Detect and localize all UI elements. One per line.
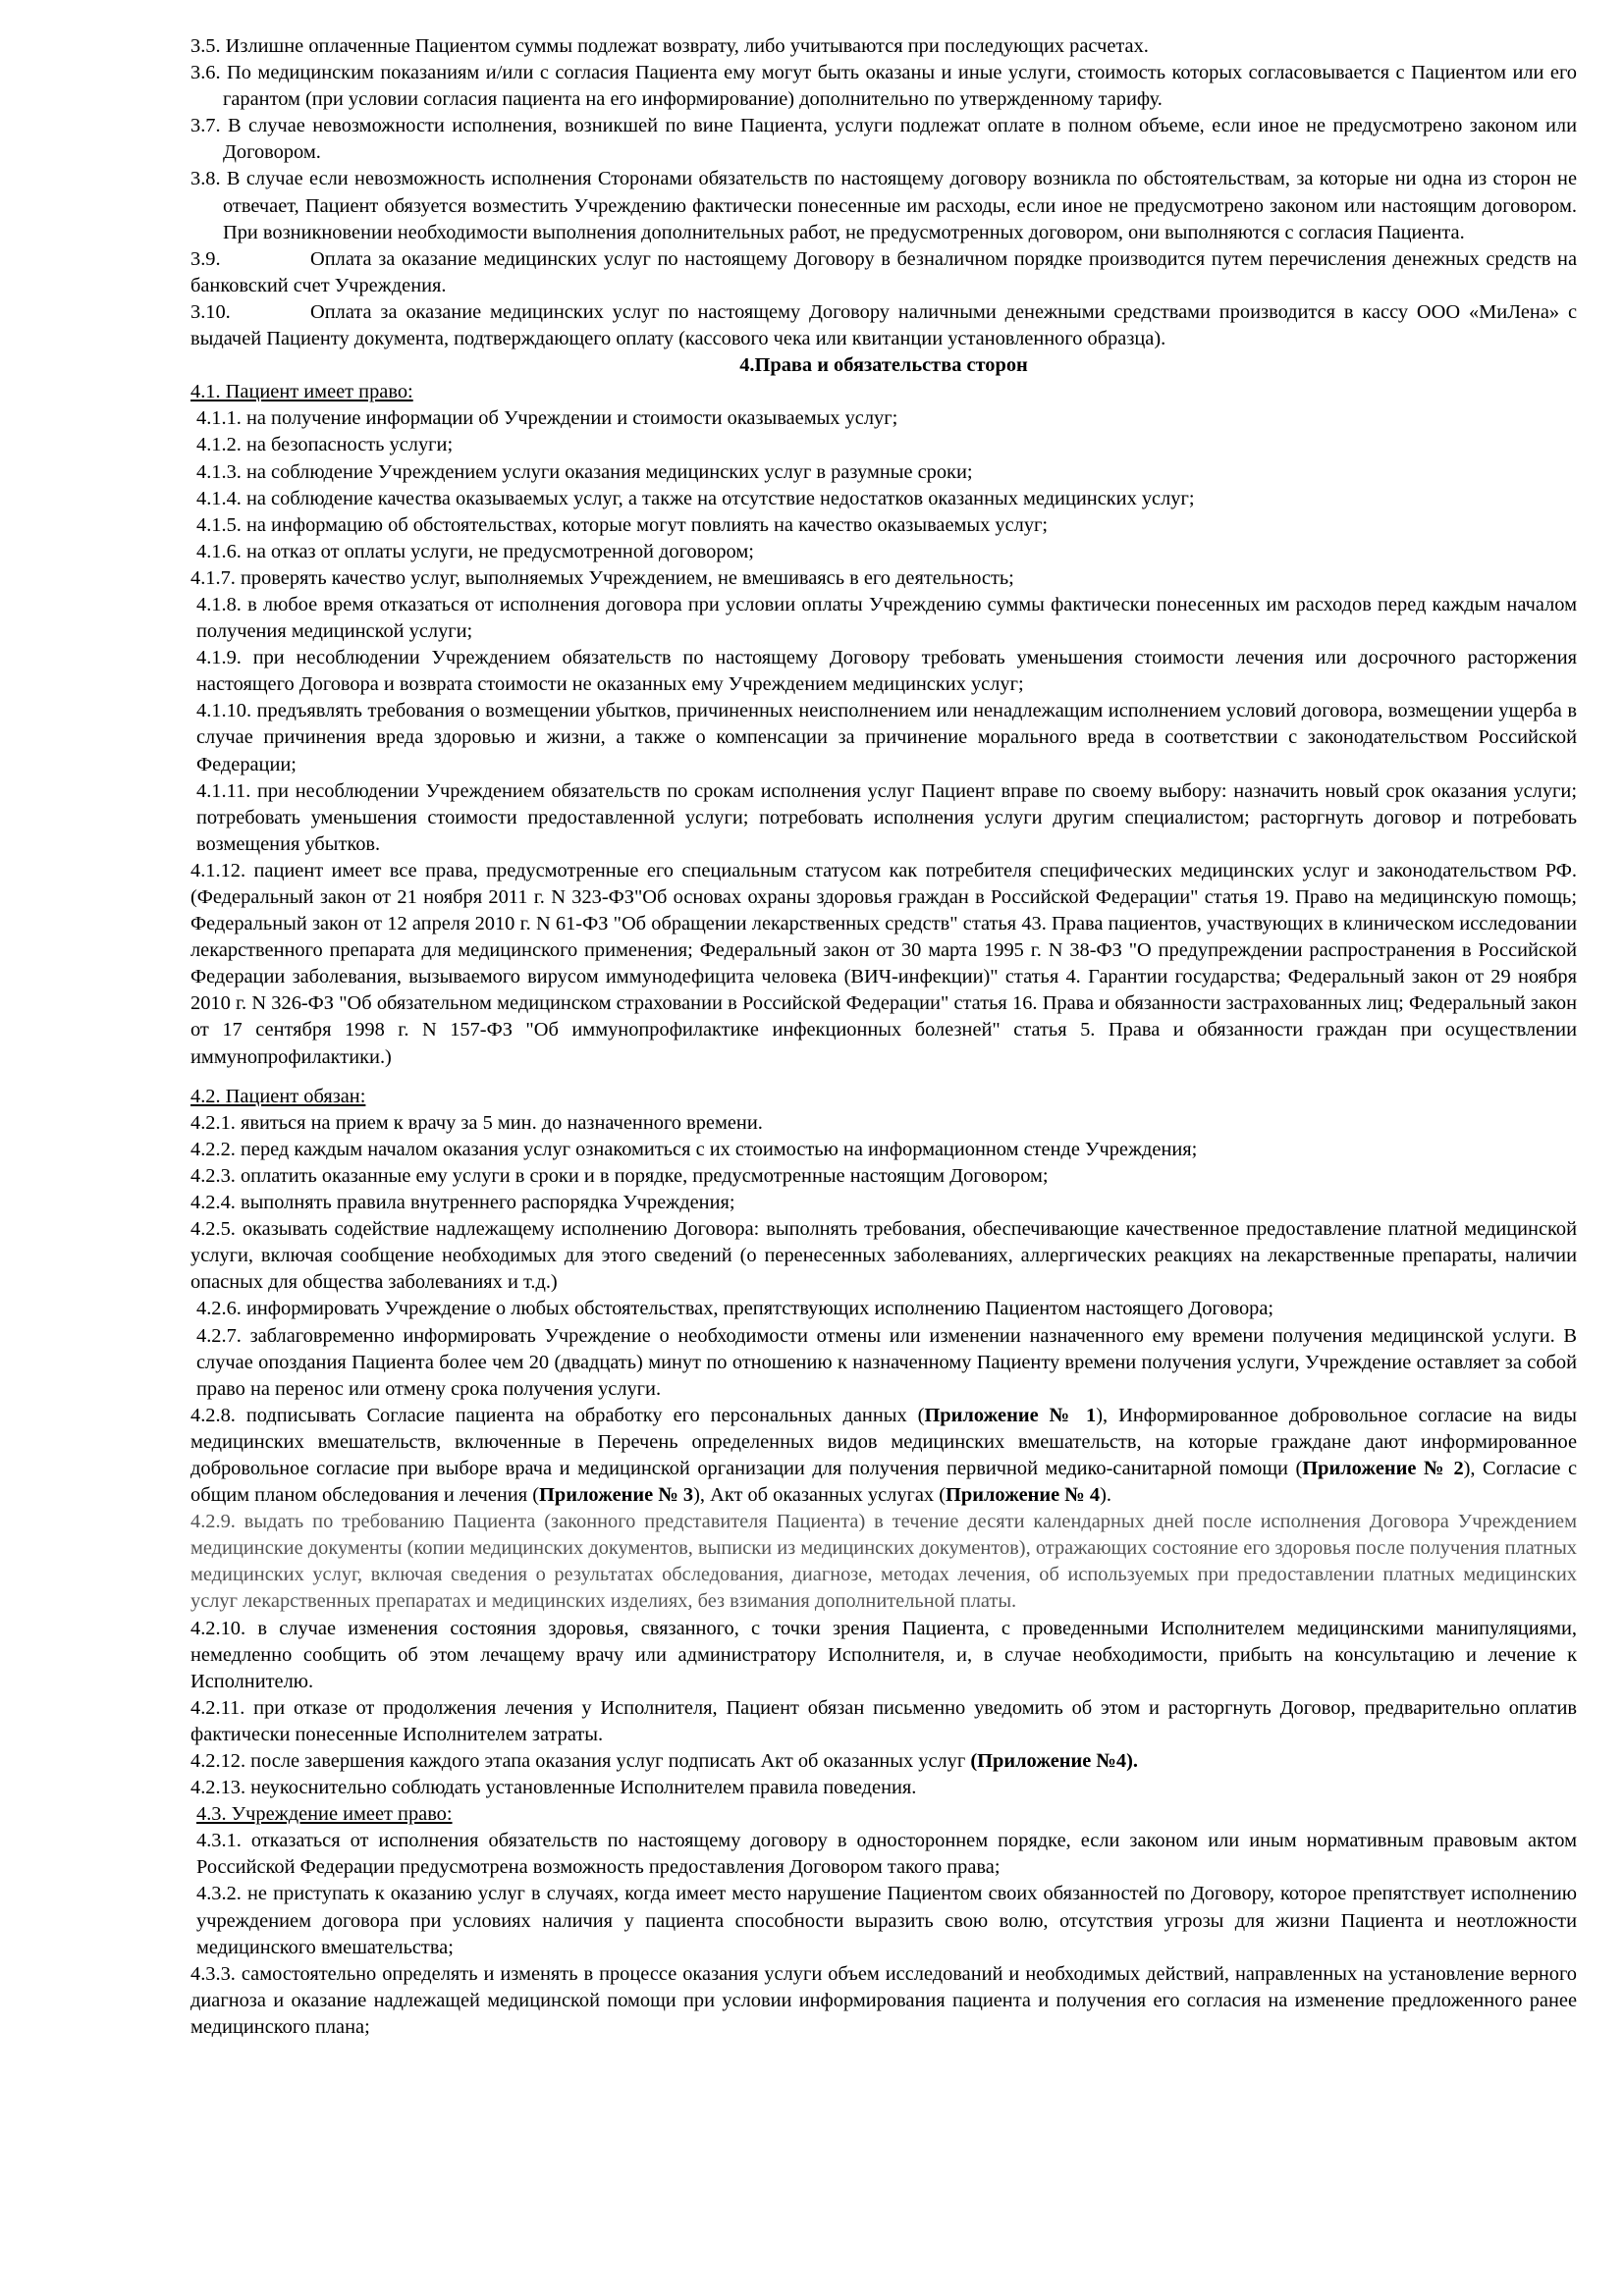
clause-4-2-13: 4.2.13. неукоснительно соблюдать установленные Исполнителем правила поведения.: [190, 1777, 917, 1799]
clause-3-9-text: Оплата за оказание медицинских услуг по настоящему Договору в безналичном порядке производится путем перечисления денежных средств на банковский счет Учреждения.: [190, 247, 1577, 296]
clause-4-2-12: [190, 1748, 1577, 1775]
clause-3-10: [190, 299, 1577, 352]
clause-4-1-12: 4.1.12. пациент имеет все права, предусмотренные его специальным статусом как потребителя специфических медицинских услуг и законодательством РФ. (Федеральный закон от 21 ноября 2011 г. N 323-ФЗ"Об основах охраны здоровья граждан в Российской Федерации" статья 19. Право на медицинскую помощь; Федеральный закон от 12 апреля 2010 г. N 61-ФЗ "Об обращении лекарственных средств" статья 43. Права пациентов, участвующих в клиническом исследовании лекарственного препарата для медицинского применения; Федеральный закон от 30 марта 1995 г. N 38-ФЗ "О предупреждении распространения в Российской Федерации заболевания, вызываемого вирусом иммунодефицита человека (ВИЧ-инфекции)" статья 4. Гарантии государства; Федеральный закон от 29 ноября 2010 г. N 326-ФЗ "Об обязательном медицинском страховании в Российской Федерации" статья 16. Права и обязанности застрахованных лиц; Федеральный закон от 17 сентября 1998 г. N 157-ФЗ "Об иммунопрофилактике инфекционных болезней" статья 5. Права и обязанности граждан при осуществлении иммунопрофилактики.): [190, 859, 1577, 1068]
clause-3-6: 3.6. По медицинским показаниям и/или с согласия Пациента ему могут быть оказаны и иные услуги, стоимость которых согласовывается с Пациентом или его гарантом (при условии согласия пациента на его информирование) дополнительно по утвержденному тарифу.: [190, 62, 1577, 111]
clause-4-1-8: 4.1.8. в любое время отказаться от исполнения договора при условии оплаты Учреждению суммы фактически понесенных им расходов перед каждым началом получения медицинской услуги;: [196, 593, 1577, 643]
clause-3-9: [190, 246, 1577, 299]
clause-4-2-8-text-1: 4.2.8. подписывать Согласие пациента на обработку его персональных данных (: [190, 1404, 925, 1426]
clause-4-1-5: 4.1.5. на информацию об обстоятельствах, которые могут повлиять на качество оказываемых услуг;: [196, 513, 1049, 536]
clause-3-10-text: Оплата за оказание медицинских услуг по настоящему Договору наличными денежными средствами производится в кассу ООО «МиЛена» с выдачей Пациенту документа, подтверждающего оплату (кассового чека или квитанции установленного образца).: [190, 300, 1577, 350]
clause-4-1-6: 4.1.6. на отказ от оплаты услуги, не предусмотренной договором;: [196, 540, 754, 562]
section-4-1-heading: 4.1. Пациент имеет право:: [190, 381, 413, 403]
clause-4-3-2: 4.3.2. не приступать к оказанию услуг в случаях, когда имеет место нарушение Пациентом своих обязанностей по Договору, которое препятствует исполнению учреждением договора при условиях наличия у пациента способности выразить свою волю, отсутствия угрозы для жизни Пациента и неотложности медицинского вмешательства;: [196, 1883, 1577, 1958]
appendix-3-ref: Приложение № 3: [539, 1484, 694, 1507]
clause-4-2-8-text-5: ).: [1100, 1484, 1111, 1507]
clause-4-2-8: [190, 1403, 1577, 1509]
appendix-2-ref: Приложение № 2: [1302, 1457, 1464, 1479]
clause-4-2-9: 4.2.9. выдать по требованию Пациента (законного представителя Пациента) в течение десяти календарных дней после исполнения Договора Учреждением медицинские документы (копии медицинских документов, выписки из медицинских документов), отражающих состояние его здоровья после получения платных медицинских услуг, включая сведения о результатах обследования, диагнозе, методах лечения, об используемых при предоставлении платных медицинских услуг лекарственных препаратах и медицинских изделиях, без взимания дополнительной платы.: [190, 1511, 1577, 1613]
clause-4-1-11: 4.1.11. при несоблюдении Учреждением обязательств по срокам исполнения услуг Пациент вправе по своему выбору: назначить новый срок оказания услуги; потребовать уменьшения стоимости предоставленной услуги; потребовать исполнения услуги другим специалистом; расторгнуть договор и потребовать возмещения убытков.: [196, 779, 1577, 855]
section-4-3-heading: 4.3. Учреждение имеет право:: [196, 1803, 453, 1826]
appendix-1-ref: Приложение № 1: [924, 1404, 1097, 1426]
clause-3-5: 3.5. Излишне оплаченные Пациентом суммы подлежат возврату, либо учитываются при последующих расчетах.: [190, 35, 1149, 57]
clause-4-1-4: 4.1.4. на соблюдение качества оказываемых услуг, а также на отсутствие недостатков оказанных медицинских услуг;: [196, 487, 1195, 509]
appendix-4-ref: Приложение № 4: [946, 1484, 1101, 1507]
section-4-2-heading: 4.2. Пациент обязан:: [190, 1085, 366, 1107]
clause-4-1-9: 4.1.9. при несоблюдении Учреждением обязательств по настоящему Договору требовать уменьшения стоимости лечения или досрочного расторжения настоящего Договора и возврата стоимости не оказанных ему Учреждением медицинских услуг;: [196, 647, 1577, 696]
clause-4-2-12-text: 4.2.12. после завершения каждого этапа оказания услуг подписать Акт об оказанных услуг: [190, 1750, 971, 1772]
clause-4-1-3: 4.1.3. на соблюдение Учреждением услуги оказания медицинских услуг в разумные сроки;: [196, 460, 973, 483]
clause-4-1-10: 4.1.10. предъявлять требования о возмещении убытков, причиненных неисполнением или ненадлежащим исполнением условий договора, возмещении ущерба в случае причинения вреда здоровью и жизни, а также о компенсации за причинение морального вреда в соответствии с законодательством Российской Федерации;: [196, 700, 1577, 775]
clause-3-9-number: 3.9.: [190, 247, 221, 270]
clause-4-1-7: 4.1.7. проверять качество услуг, выполняемых Учреждением, не вмешиваясь в его деятельность;: [190, 566, 1014, 589]
section-4-title: 4.Права и обязательства сторон: [739, 354, 1028, 377]
appendix-4-ref-2: (Приложение №4).: [970, 1750, 1138, 1772]
clause-3-7: 3.7. В случае невозможности исполнения, возникшей по вине Пациента, услуги подлежат оплате в полном объеме, если иное не предусмотрено законом или Договором.: [190, 115, 1577, 164]
clause-4-2-5: 4.2.5. оказывать содействие надлежащему исполнению Договора: выполнять требования, обеспечивающие качественное предоставление платной медицинской услуги, включая сообщение необходимых для этого сведений (о перенесенных заболеваниях, аллергических реакциях на лекарственные препараты, наличии опасных для общества заболеваниях и т.д.): [190, 1218, 1577, 1294]
clause-4-2-3: 4.2.3. оплатить оказанные ему услуги в сроки и в порядке, предусмотренные настоящим Договором;: [190, 1164, 1049, 1187]
clause-3-10-number: 3.10.: [190, 300, 231, 323]
clause-4-2-4: 4.2.4. выполнять правила внутреннего распорядка Учреждения;: [190, 1192, 735, 1214]
clause-4-2-2: 4.2.2. перед каждым началом оказания услуг ознакомиться с их стоимостью на информационном стенде Учреждения;: [190, 1138, 1198, 1160]
clause-4-3-3: 4.3.3. самостоятельно определять и изменять в процессе оказания услуги объем исследований и необходимых действий, направленных на установление верного диагноза и оказание надлежащей медицинской помощи при условии информирования пациента и получения его согласия на изменение предложенного ранее медицинского плана;: [190, 1962, 1577, 2038]
clause-4-1-1: 4.1.1. на получение информации об Учреждении и стоимости оказываемых услуг;: [196, 407, 898, 430]
clause-4-1-2: 4.1.2. на безопасность услуги;: [196, 434, 454, 456]
clause-4-2-10: 4.2.10. в случае изменения состояния здоровья, связанного, с точки зрения Пациента, с проведенными Исполнителем медицинскими манипуляциями, немедленно сообщить об этом лечащему врачу или администратору Исполнителя, и, в случае необходимости, прибыть на консультацию и лечение к Исполнителю.: [190, 1617, 1577, 1692]
clause-4-2-8-text-2: ), Информированное добровольное согласие на виды медицинских вмешательств, включенные в Перечень определенных видов медицинских вмешательств, на которые граждане дают информированное добровольное согласие при выборе врача и медицинской организации для получения первичной медико-санитарной помощи (: [190, 1404, 1577, 1479]
clause-4-2-8-text-4: ), Акт об оказанных услугах (: [693, 1484, 947, 1507]
clause-4-2-8-text-3: ), Согласие с общим планом обследования и лечения (: [190, 1457, 1578, 1507]
clause-3-8: 3.8. В случае если невозможность исполнения Сторонами обязательств по настоящему договору возникла по обстоятельствам, за которые ни одна из сторон не отвечает, Пациент обязуется возместить Учреждению фактически понесенные им расходы, если иное не предусмотрено законом или настоящим договором. При возникновении необходимости выполнения дополнительных работ, не предусмотренных договором, они выполняются с согласия Пациента.: [190, 168, 1577, 243]
clause-4-2-11: 4.2.11. при отказе от продолжения лечения у Исполнителя, Пациент обязан письменно уведомить об этом и расторгнуть Договор, предварительно оплатив фактически понесенные Исполнителем затраты.: [190, 1696, 1577, 1745]
clause-4-2-7: 4.2.7. заблаговременно информировать Учреждение о необходимости отмены или изменении назначенного ему времени получения медицинской услуги. В случае опоздания Пациента более чем 20 (двадцать) минут по отношению к назначенному Пациенту времени получения услуги, Учреждение оставляет за собой право на перенос или отмену срока получения услуги.: [196, 1324, 1577, 1400]
clause-4-3-1: 4.3.1. отказаться от исполнения обязательств по настоящему договору в одностороннем порядке, если законом или иным нормативным правовым актом Российской Федерации предусмотрена возможность предоставления Договором такого права;: [196, 1830, 1577, 1879]
clause-4-2-6: 4.2.6. информировать Учреждение о любых обстоятельствах, препятствующих исполнению Пациентом настоящего Договора;: [196, 1298, 1274, 1320]
clause-4-2-1: 4.2.1. явиться на прием к врачу за 5 мин. до назначенного времени.: [190, 1111, 763, 1134]
